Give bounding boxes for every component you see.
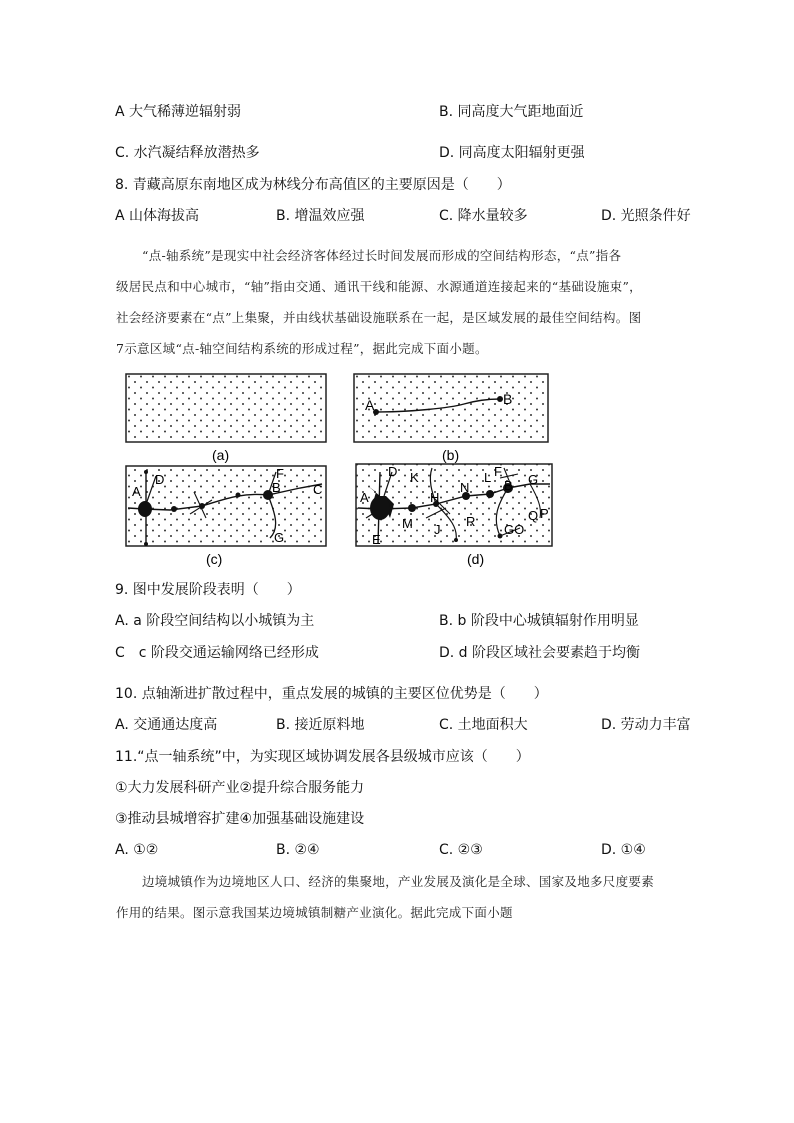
label-r: R [466,514,476,529]
label-g: G [274,530,285,545]
q11-statement-2: ③推动县城增容扩建④加强基础设施建设 [115,811,365,827]
q10-option-b: B. 接近原料地 [276,717,365,733]
q9-option-c: C c 阶段交通运输网络已经形成 [115,645,319,661]
q9-option-d: D. d 阶段区域社会要素趋于均衡 [439,645,641,661]
label-q: Q [528,508,539,523]
panel-a [126,374,326,463]
passage-line: 7示意区域“点-轴空间结构系统的形成过程”，据此完成下面小题。 [116,341,488,356]
label-d: D [388,464,398,479]
q11-stem: 11.“点一轴系统”中，为实现区域协调发展各县级城市应该（ ） [115,749,530,765]
label-p: P [540,506,549,521]
q11-option-a: A. ①② [115,842,159,858]
q10-option-c: C. 土地面积大 [439,717,528,733]
label-b: B [503,391,513,407]
q8-stem: 8. 青藏高原东南地区成为林线分布高值区的主要原因是（ ） [115,177,511,193]
q11-option-c: C. ②③ [439,842,483,858]
label-go: GO [504,522,525,537]
label-f: F [276,466,284,481]
q7-option-b: B. 同高度大气距地面近 [439,104,584,120]
label-g: G [528,472,539,487]
label-l: L [484,470,492,485]
label-h: H [430,490,440,505]
q8-option-c: C. 降水量较多 [439,208,528,224]
q7-option-a: A 大气稀薄逆辐射弱 [115,104,242,120]
passage-line: 级居民点和中心城市，“轴”指由交通、通讯干线和能源、水源通道连接起来的“基础设施束”， [116,279,642,294]
passage-line: “点-轴系统”是现实中社会经济客体经过长时间发展而形成的空间结构形态，“点”指各 [142,248,622,263]
label-b: B [272,480,281,495]
panel-d-caption: (d) [467,551,485,567]
q11-option-d: D. ①④ [601,842,646,858]
panel-c [126,466,326,567]
label-c: C [313,482,323,497]
label-k: K [410,470,419,485]
panel-c-caption: (c) [206,551,223,567]
label-a: A [360,490,369,505]
q9-stem: 9. 图中发展阶段表明（ ） [115,582,301,598]
q10-option-a: A. 交通通达度高 [115,717,218,733]
q7-option-d: D. 同高度太阳辐射更强 [439,145,585,161]
q9-option-a: A. a 阶段空间结构以小城镇为主 [115,613,315,629]
passage-line: 边境城镇作为边境地区人口、经济的集聚地，产业发展及演化是全球、国家及地多尺度要素 [142,874,655,889]
passage-line: 社会经济要素在“点”上集聚，并由线状基础设施联系在一起，是区域发展的最佳空间结构。图 [116,310,642,325]
panel-b-caption: (b) [442,447,460,463]
panel-d [356,464,552,567]
q8-option-a: A 山体海拔高 [115,208,200,224]
q9-option-b: B. b 阶段中心城镇辐射作用明显 [439,613,639,629]
q7-option-c: C. 水汽凝结释放潜热多 [115,145,260,161]
label-m: M [402,516,413,531]
q11-option-b: B. ②④ [276,842,320,858]
q11-statement-1: ①大力发展科研产业②提升综合服务能力 [115,780,365,796]
passage-border-town [116,866,696,928]
q10-stem: 10. 点轴渐进扩散过程中，重点发展的城镇的主要区位优势是（ ） [115,686,548,702]
label-b: B [504,478,513,493]
q8-option-d: D. 光照条件好 [601,208,691,224]
label-d: D [155,472,165,487]
q8-option-b: B. 增温效应强 [276,208,365,224]
q10-option-d: D. 劳动力丰富 [601,717,691,733]
passage-line: 作用的结果。图示意我国某边境城镇制糖产业演化。据此完成下面小题 [116,905,513,920]
passage-point-axis [116,240,696,364]
panel-a-caption: (a) [212,447,230,463]
label-a: A [132,484,141,499]
label-e: E [372,532,381,547]
label-f: F [494,464,502,479]
label-j: J [434,522,441,537]
panel-b [354,374,548,463]
label-a: A [365,397,375,413]
label-n: N [460,480,470,495]
point-axis-figure [120,368,560,568]
